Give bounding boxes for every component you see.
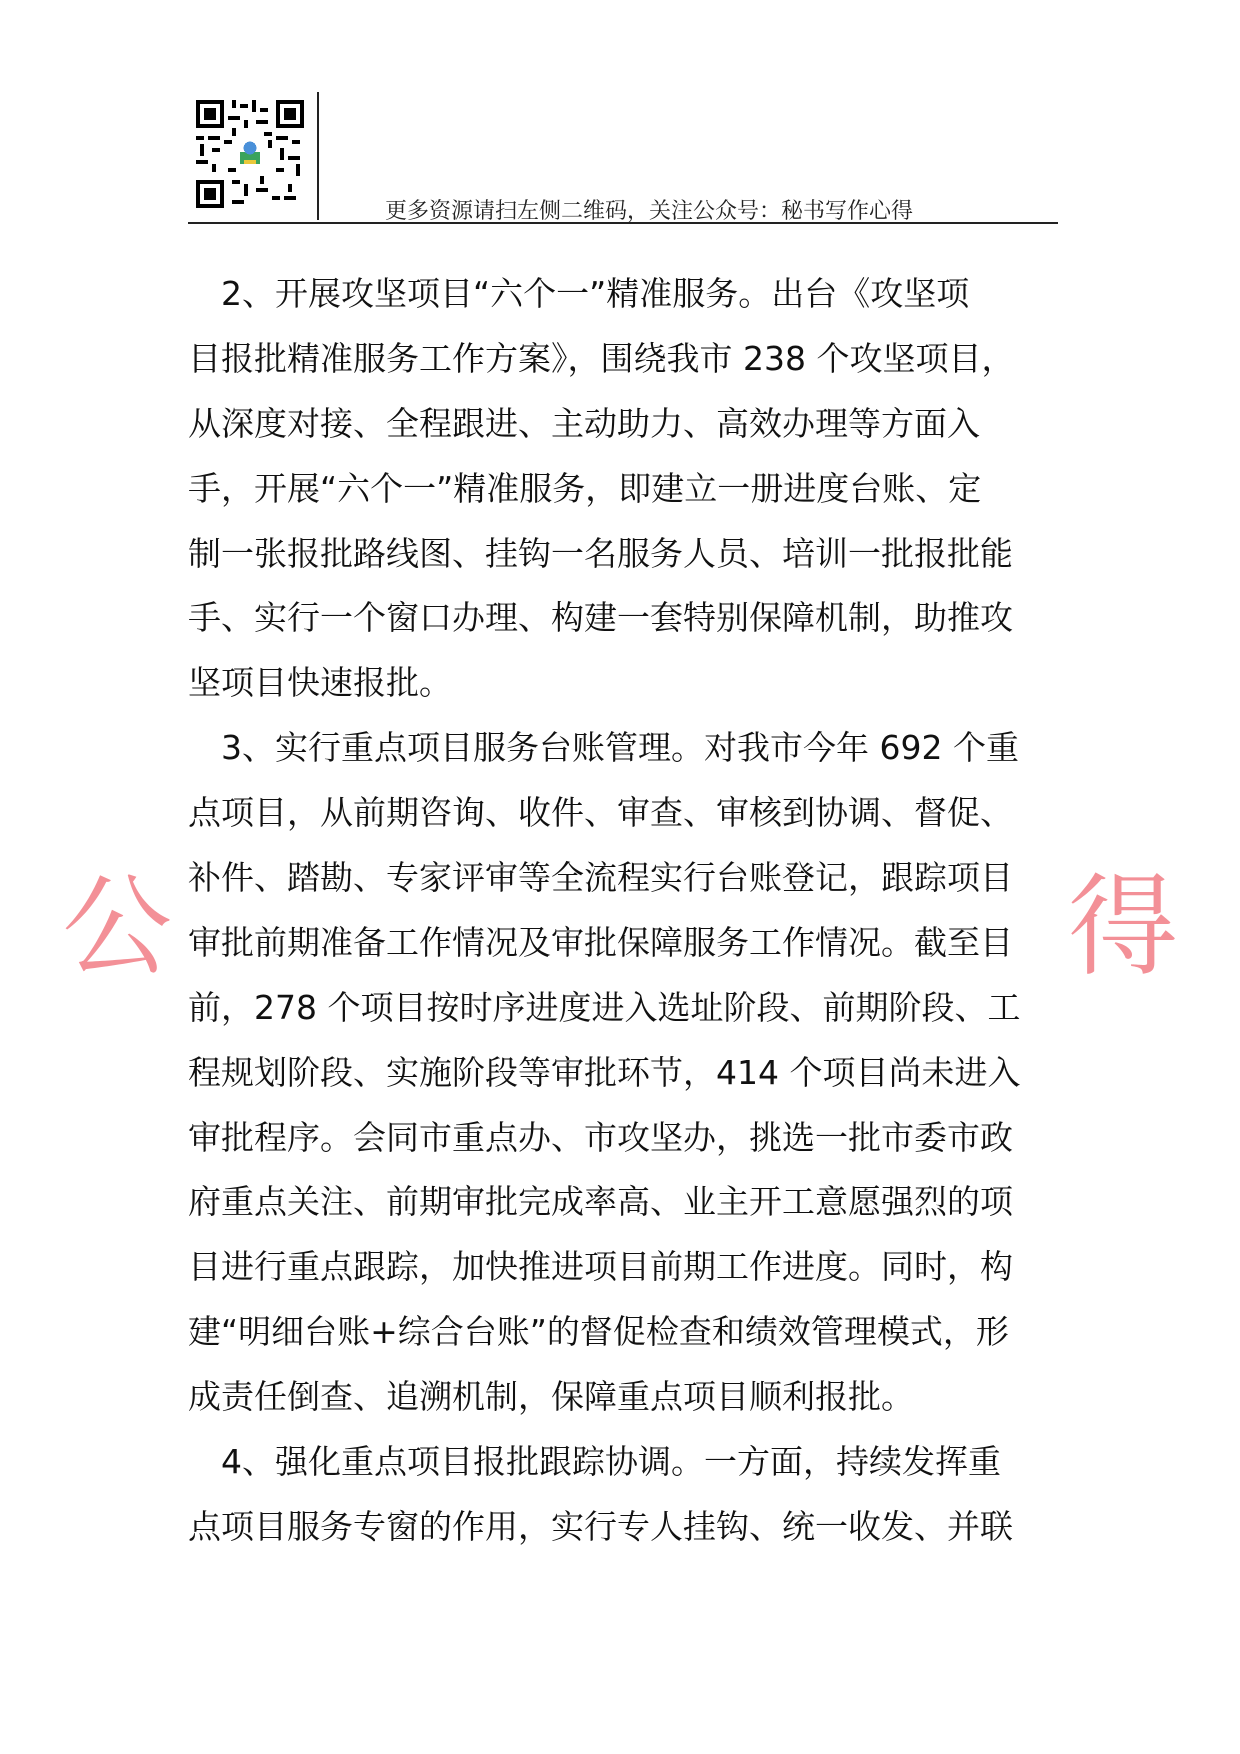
page-header xyxy=(188,92,1058,222)
body-line: 审批前期准备工作情况及审批保障服务工作情况。截至目 xyxy=(188,922,1013,962)
header-notice: 更多资源请扫左侧二维码，关注公众号：秘书写作心得 xyxy=(385,199,914,224)
body-line: 手，开展“六个一”精准服务，即建立一册进度台账、定 xyxy=(188,468,982,508)
body-line: 目进行重点跟踪，加快推进项目前期工作进度。同时，构 xyxy=(188,1247,1013,1287)
body-line: 手、实行一个窗口办理、构建一套特别保障机制，助推攻 xyxy=(188,598,1013,638)
body-line: 3、实行重点项目服务台账管理。对我市今年 692 个重 xyxy=(188,728,1019,768)
document-body xyxy=(188,262,1058,1560)
watermark-left: 公 xyxy=(62,872,172,982)
body-line: 2、开展攻坚项目“六个一”精准服务。出台《攻坚项 xyxy=(188,274,970,313)
body-line: 建“明细台账+综合台账”的督促检查和绩效管理模式，形 xyxy=(188,1312,1009,1352)
body-line: 4、强化重点项目报批跟踪协调。一方面，持续发挥重 xyxy=(188,1442,1001,1482)
body-line: 程规划阶段、实施阶段等审批环节，414 个项目尚未进入 xyxy=(188,1052,1021,1092)
body-line: 前，278 个项目按时序进度进入选址阶段、前期阶段、工 xyxy=(188,987,1021,1027)
body-line: 坚项目快速报批。 xyxy=(188,663,452,703)
qr-code-icon[interactable] xyxy=(196,100,304,208)
body-line: 补件、踏勘、专家评审等全流程实行台账登记，跟踪项目 xyxy=(188,858,1013,898)
body-line: 审批程序。会同市重点办、市攻坚办，挑选一批市委市政 xyxy=(188,1117,1013,1157)
body-line: 目报批精准服务工作方案》，围绕我市 238 个攻坚项目， xyxy=(188,338,1015,378)
body-line: 从深度对接、全程跟进、主动助力、高效办理等方面入 xyxy=(188,403,980,443)
body-line: 府重点关注、前期审批完成率高、业主开工意愿强烈的项 xyxy=(188,1182,1013,1222)
body-line: 点项目，从前期咨询、收件、审查、审核到协调、督促、 xyxy=(188,793,1013,833)
body-line: 制一张报批路线图、挂钩一名服务人员、培训一批报批能 xyxy=(188,533,1013,573)
body-line: 点项目服务专窗的作用，实行专人挂钩、统一收发、并联 xyxy=(188,1506,1013,1546)
header-divider-vertical xyxy=(317,92,319,220)
watermark-right: 得 xyxy=(1068,863,1178,991)
body-line: 成责任倒查、追溯机制，保障重点项目顺利报批。 xyxy=(188,1377,914,1417)
